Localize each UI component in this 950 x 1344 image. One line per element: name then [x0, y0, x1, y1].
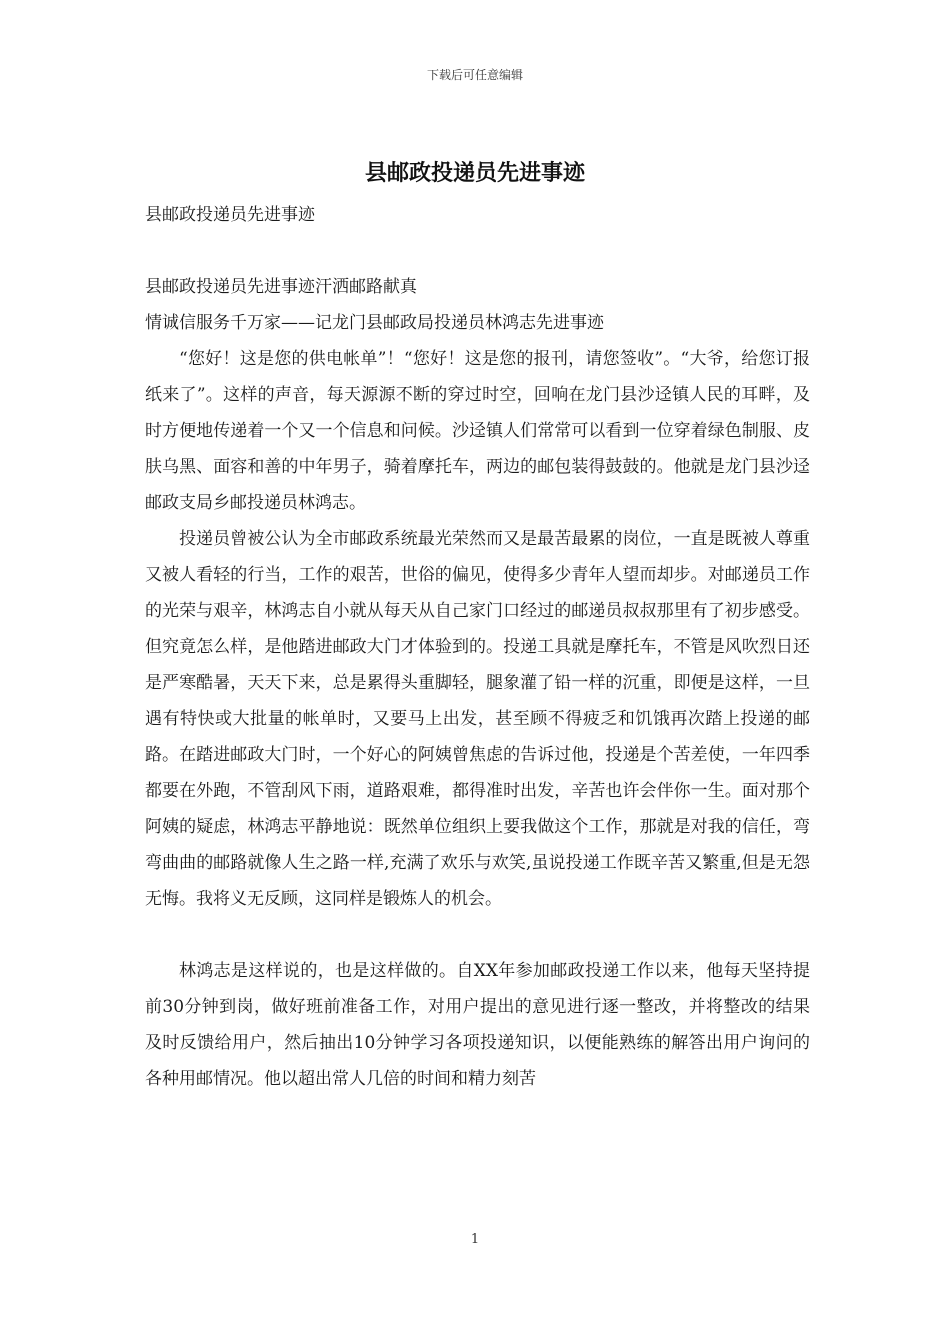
lead-line-left: 情诚信服务千万家——记龙门县邮政局投递员林鸿志先进事迹: [145, 313, 604, 333]
blank-line: [145, 233, 810, 269]
document-subtitle: 县邮政投递员先进事迹: [145, 205, 315, 225]
document-title: 县邮政投递员先进事迹: [364, 160, 585, 186]
paragraph-3: 林鸿志是这样说的，也是这样做的。自XX年参加邮政投递工作以来，他每天坚持提前30分钟到岗，做好班前准备工作，对用户提出的意见进行逐一整改，并将整改的结果及时反馈给用户，然后抽出10分钟学习各项投递知识，以便能熟练的解答出用户询问的各种用邮情况。他以超出常人几倍的时间和精力刻苦: [145, 961, 810, 1089]
paragraph-1: “您好！这是您的供电帐单”！“您好！这是您的报刊，请您签收”。“大爷，给您订报纸来了”。这样的声音，每天源源不断的穿过时空，回响在龙门县沙迳镇人民的耳畔，及时方便地传递着一个又一个信息和问候。沙迳镇人们常常可以看到一位穿着绿色制服、皮肤乌黑、面容和善的中年男子，骑着摩托车，两边的邮包装得鼓鼓的。他就是龙门县沙迳邮政支局乡邮投递员林鸿志。: [145, 349, 810, 513]
blank-line: [145, 917, 810, 953]
document-body: [145, 197, 810, 1097]
paragraph-2: 投递员曾被公认为全市邮政系统最光荣然而又是最苦最累的岗位，一直是既被人尊重又被人看轻的行当，工作的艰苦，世俗的偏见，使得多少青年人望而却步。对邮递员工作的光荣与艰辛，林鸿志自小就从每天从自己家门口经过的邮递员叔叔那里有了初步感受。但究竟怎么样，是他踏进邮政大门才体验到的。投递工具就是摩托车，不管是风吹烈日还是严寒酷暑，天天下来，总是累得头重脚轻，腿象灌了铅一样的沉重，即便是这样，一旦遇有特快或大批量的帐单时，又要马上出发，甚至顾不得疲乏和饥饿再次踏上投递的邮路。在踏进邮政大门时，一个好心的阿姨曾焦虑的告诉过他，投递是个苦差使，一年四季都要在外跑，不管刮风下雨，道路艰难，都得准时出发，辛苦也许会伴你一生。面对那个阿姨的疑虑，林鸿志平静地说：既然单位组织上要我做这个工作，那就是对我的信任，弯弯曲曲的邮路就像人生之路一样,充满了欢乐与欢笑,虽说投递工作既辛苦又繁重,但是无怨无悔。我将义无反顾，这同样是锻炼人的机会。: [145, 529, 810, 909]
lead-line-right: 县邮政投递员先进事迹汗洒邮路献真: [145, 277, 417, 297]
page-header-note: 下载后可任意编辑: [426, 68, 523, 82]
page-number: 1: [470, 1232, 480, 1247]
